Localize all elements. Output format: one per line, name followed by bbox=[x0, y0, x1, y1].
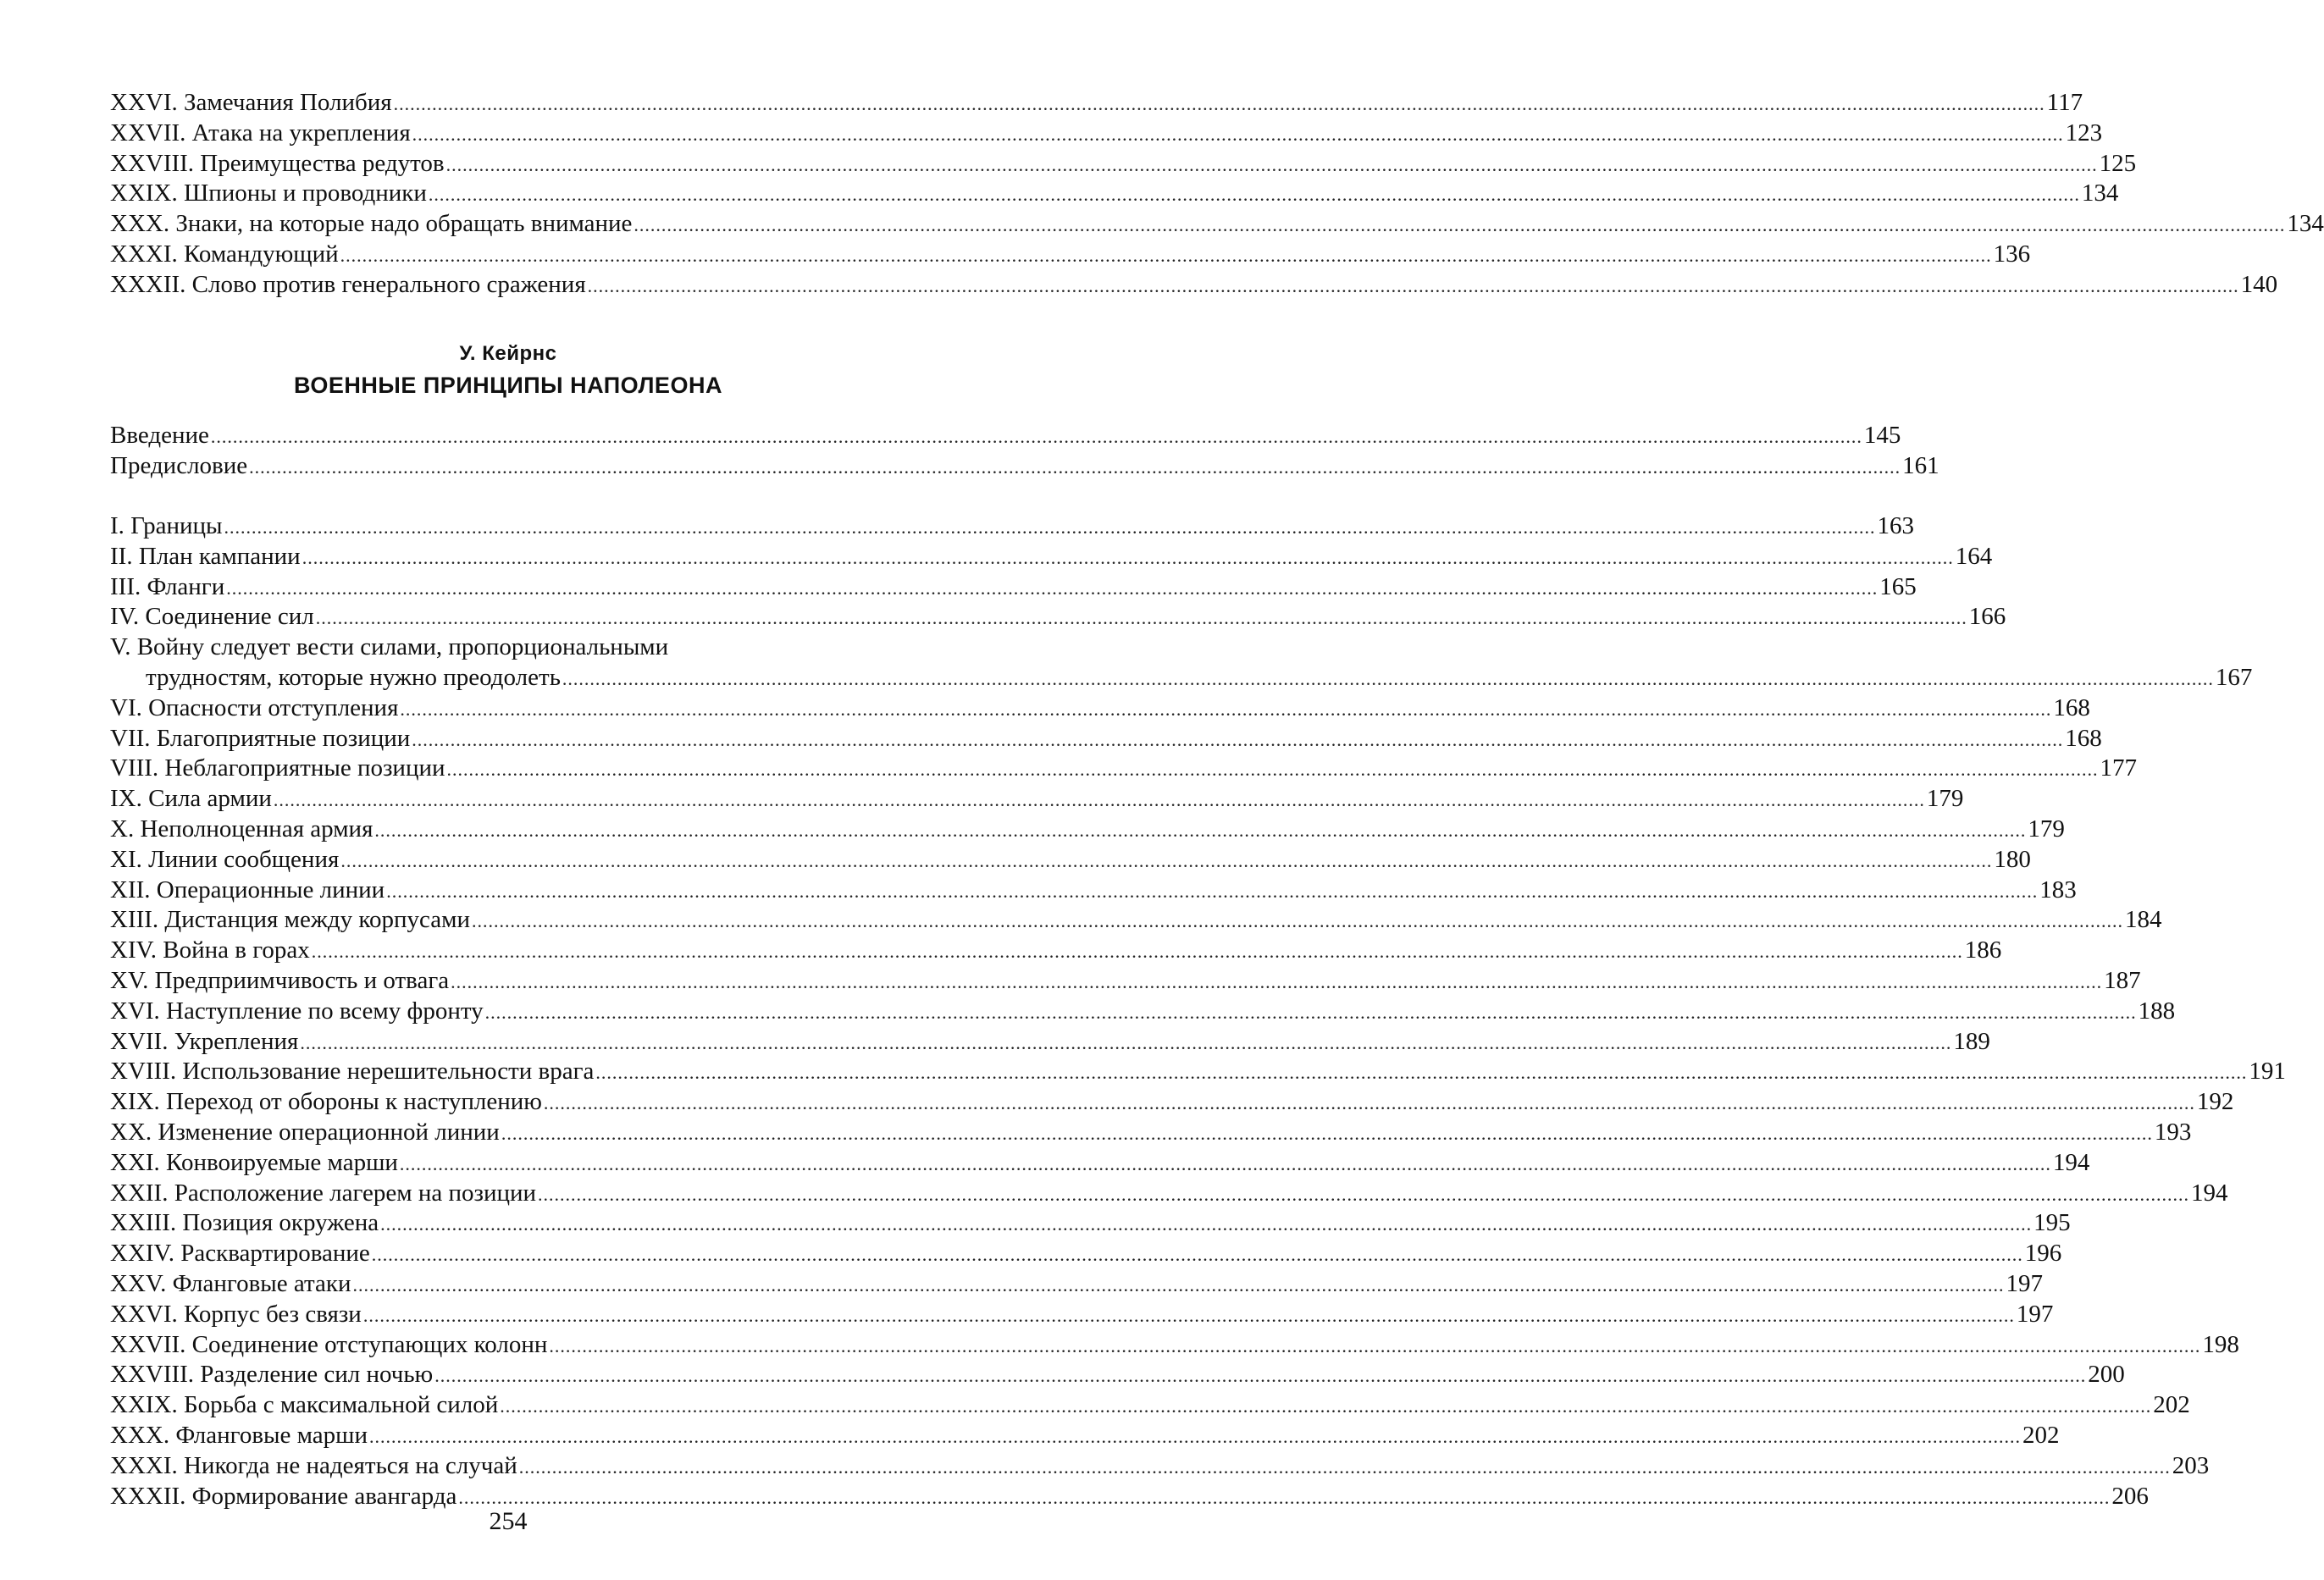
toc-entry bbox=[110, 421, 1901, 451]
toc-entry-title: XIV. Война в горах bbox=[110, 936, 310, 964]
toc-entry-page-number: 206 bbox=[2111, 1482, 2149, 1510]
toc-entry-page-number: 202 bbox=[2022, 1421, 2060, 1449]
toc-entry-title: XVII. Укрепления bbox=[110, 1027, 299, 1055]
toc-dot-leader: ............................................................................................................................................................................................................................................................................................................ bbox=[374, 819, 2027, 841]
toc-entry-title: XXXI. Командующий bbox=[110, 240, 339, 268]
toc-entry-title: XIX. Переход от обороны к наступлению bbox=[110, 1088, 542, 1116]
toc-dot-leader: ............................................................................................................................................................................................................................................................................................................ bbox=[210, 426, 1862, 447]
toc-entry-page-number: 165 bbox=[1879, 572, 1917, 600]
toc-entry-page-number: 168 bbox=[2053, 693, 2090, 721]
toc-dot-leader: ............................................................................................................................................................................................................................................................................................................ bbox=[340, 849, 1993, 871]
toc-dot-leader: ............................................................................................................................................................................................................................................................................................................ bbox=[369, 1425, 2022, 1447]
toc-entry-title: XXIX. Шпионы и проводники bbox=[110, 180, 427, 207]
toc-dot-leader: ............................................................................................................................................................................................................................................................................................................ bbox=[446, 759, 2099, 781]
toc-entry-page-number: 195 bbox=[2034, 1209, 2071, 1237]
toc-entry bbox=[110, 1027, 1990, 1058]
toc-dot-leader: ............................................................................................................................................................................................................................................................................................................ bbox=[472, 910, 2124, 932]
toc-entry-page-number: 125 bbox=[2099, 149, 2137, 177]
toc-entry-page-number: 197 bbox=[2016, 1300, 2054, 1328]
toc-dot-leader: ............................................................................................................................................................................................................................................................................................................ bbox=[562, 667, 2214, 689]
toc-entry bbox=[110, 451, 1939, 482]
toc-entry bbox=[110, 1179, 2228, 1209]
toc-entry-page-number: 167 bbox=[2215, 663, 2253, 691]
toc-dot-leader: ............................................................................................................................................................................................................................................................................................................ bbox=[300, 1031, 1952, 1053]
toc-dot-leader: ............................................................................................................................................................................................................................................................................................................ bbox=[434, 1365, 2087, 1387]
toc-entry bbox=[110, 1057, 2286, 1087]
toc-entry bbox=[110, 784, 1964, 815]
toc-entry-title: XXVIII. Разделение сил ночью bbox=[110, 1361, 434, 1389]
toc-entry bbox=[110, 966, 2141, 997]
toc-dot-leader: ............................................................................................................................................................................................................................................................................................................ bbox=[428, 184, 2080, 206]
toc-entry-title: Введение bbox=[110, 422, 209, 449]
toc-entry-page-number: 198 bbox=[2202, 1330, 2239, 1358]
toc-entry-title: II. План кампании bbox=[110, 542, 301, 570]
toc-entry-page-number: 140 bbox=[2240, 270, 2278, 298]
toc-entry-title: XXIV. Расквартирование bbox=[110, 1240, 370, 1268]
toc-entry bbox=[110, 602, 2006, 633]
toc-entry-title: трудностям, которые нужно преодолеть bbox=[146, 663, 561, 691]
toc-entry bbox=[110, 1269, 2044, 1300]
toc-entry bbox=[110, 1360, 2125, 1390]
section-author: У. Кейрнс bbox=[459, 342, 557, 365]
toc-dot-leader: ............................................................................................................................................................................................................................................................................................................ bbox=[587, 274, 2239, 296]
toc-dot-leader: ............................................................................................................................................................................................................................................................................................................ bbox=[249, 456, 1901, 478]
toc-entry-page-number: 187 bbox=[2104, 966, 2141, 994]
toc-entry-page-number: 123 bbox=[2065, 119, 2103, 146]
toc-entry bbox=[110, 88, 2083, 119]
toc-entry-title: XI. Линии сообщения bbox=[110, 845, 340, 873]
toc-entry-page-number: 200 bbox=[2088, 1361, 2125, 1389]
toc-entry-page-number: 193 bbox=[2154, 1118, 2192, 1146]
toc-entry-title: XXII. Расположение лагерем на позиции bbox=[110, 1179, 537, 1207]
toc-entry-page-number: 179 bbox=[2028, 815, 2065, 842]
toc-entry-title: IX. Сила армии bbox=[110, 785, 272, 813]
toc-entry bbox=[110, 1421, 2060, 1451]
toc-entry bbox=[110, 179, 2119, 209]
toc-entry-page-number: 180 bbox=[1994, 845, 2031, 873]
toc-entry-page-number: 189 bbox=[1953, 1027, 1990, 1055]
toc-entry-title: XXIX. Борьба с максимальной силой bbox=[110, 1391, 499, 1419]
toc-entry-title: XXI. Конвоируемые марши bbox=[110, 1148, 398, 1176]
toc-entry bbox=[110, 270, 2278, 301]
toc-dot-leader: ............................................................................................................................................................................................................................................................................................................ bbox=[399, 1152, 2051, 1174]
toc-entry bbox=[110, 1118, 2192, 1148]
toc-dot-leader: ............................................................................................................................................................................................................................................................................................................ bbox=[501, 1122, 2153, 1144]
toc-entry-title: IV. Соединение сил bbox=[110, 603, 314, 631]
toc-entry-title: XXXII. Формирование авангарда bbox=[110, 1482, 457, 1510]
toc-entry-title: VI. Опасности отступления bbox=[110, 693, 399, 721]
toc-entry-page-number: 188 bbox=[2138, 997, 2176, 1025]
toc-entry bbox=[110, 693, 2090, 724]
toc-entry bbox=[110, 1087, 2234, 1118]
toc-entry-title: XVIII. Использование нерешительности врага bbox=[110, 1058, 595, 1086]
toc-entry-title: XXXI. Никогда не надеяться на случай bbox=[110, 1451, 517, 1479]
toc-entry-page-number: 183 bbox=[2039, 876, 2077, 903]
toc-dot-leader: ............................................................................................................................................................................................................................................................................................................ bbox=[340, 244, 1992, 266]
toc-dot-leader: ............................................................................................................................................................................................................................................................................................................ bbox=[518, 1456, 2171, 1478]
toc-dot-leader: ............................................................................................................................................................................................................................................................................................................ bbox=[538, 1183, 2190, 1205]
toc-entry-title: XV. Предприимчивость и отвага bbox=[110, 966, 450, 994]
toc-dot-leader: ............................................................................................................................................................................................................................................................................................................ bbox=[412, 123, 2064, 145]
toc-entry-title: XXVII. Атака на укрепления bbox=[110, 119, 411, 146]
toc-dot-leader: ............................................................................................................................................................................................................................................................................................................ bbox=[634, 214, 2286, 236]
toc-dot-leader: ............................................................................................................................................................................................................................................................................................................ bbox=[273, 789, 1925, 811]
toc-entry-title: XXV. Фланговые атаки bbox=[110, 1269, 351, 1297]
toc-entry bbox=[110, 815, 2065, 845]
toc-dot-leader: ............................................................................................................................................................................................................................................................................................................ bbox=[224, 517, 1876, 538]
toc-dot-leader: ............................................................................................................................................................................................................................................................................................................ bbox=[362, 1304, 2015, 1326]
toc-dot-leader: ............................................................................................................................................................................................................................................................................................................ bbox=[400, 698, 2052, 720]
toc-entry bbox=[110, 209, 2324, 240]
toc-entry-page-number: 194 bbox=[2191, 1179, 2228, 1207]
toc-entry-title: XXVIII. Преимущества редутов bbox=[110, 149, 445, 177]
toc-dot-leader: ............................................................................................................................................................................................................................................................................................................ bbox=[386, 880, 2039, 902]
toc-entry bbox=[110, 1300, 2054, 1330]
toc-entry-title: V. Войну следует вести силами, пропорциональными bbox=[110, 633, 669, 661]
toc-entry-title: I. Границы bbox=[110, 512, 223, 539]
toc-entry-page-number: 203 bbox=[2172, 1451, 2210, 1479]
toc-entry bbox=[110, 1390, 2190, 1421]
toc-top-list bbox=[110, 88, 2324, 301]
section-title: ВОЕННЫЕ ПРИНЦИПЫ НАПОЛЕОНА bbox=[294, 373, 722, 398]
toc-entry bbox=[110, 997, 2176, 1027]
toc-entry bbox=[110, 754, 2138, 784]
toc-entry-page-number: 192 bbox=[2196, 1088, 2234, 1116]
toc-entry-page-number: 194 bbox=[2052, 1148, 2090, 1176]
toc-dot-leader: ............................................................................................................................................................................................................................................................................................................ bbox=[315, 607, 1967, 629]
toc-entry-page-number: 163 bbox=[1877, 512, 1915, 539]
toc-entry-page-number: 161 bbox=[1902, 451, 1939, 479]
toc-entry-title: XXVII. Соединение отступающих колонн bbox=[110, 1330, 548, 1358]
toc-dot-leader: ............................................................................................................................................................................................................................................................................................................ bbox=[549, 1334, 2201, 1356]
toc-entry-title: XXX. Знаки, на которые надо обращать внимание bbox=[110, 210, 633, 238]
toc-entry bbox=[110, 1239, 2062, 1269]
toc-entry-title: XXVI. Замечания Полибия bbox=[110, 89, 392, 116]
toc-entry-title: XXXII. Слово против генерального сражения bbox=[110, 270, 586, 298]
toc-entry-title: XXVI. Корпус без связи bbox=[110, 1300, 362, 1328]
toc-entry-page-number: 168 bbox=[2065, 724, 2102, 752]
toc-dot-leader: ............................................................................................................................................................................................................................................................................................................ bbox=[543, 1092, 2195, 1114]
toc-entry-page-number: 164 bbox=[1955, 542, 1993, 570]
toc-dot-leader: ............................................................................................................................................................................................................................................................................................................ bbox=[458, 1486, 2111, 1508]
toc-entry-page-number: 134 bbox=[2287, 210, 2324, 238]
toc-entry-page-number: 202 bbox=[2153, 1391, 2190, 1419]
toc-dot-leader: ............................................................................................................................................................................................................................................................................................................ bbox=[352, 1273, 2005, 1295]
toc-entry-title: XXX. Фланговые марши bbox=[110, 1421, 368, 1449]
toc-entry bbox=[110, 149, 2137, 180]
toc-entry bbox=[110, 1451, 2210, 1482]
toc-dot-leader: ............................................................................................................................................................................................................................................................................................................ bbox=[500, 1395, 2152, 1417]
toc-entry-title: XII. Операционные линии bbox=[110, 876, 385, 903]
toc-main-list bbox=[110, 511, 2286, 1511]
toc-entry-page-number: 166 bbox=[1968, 603, 2006, 631]
toc-entry-page-number: 134 bbox=[2081, 180, 2119, 207]
toc-dot-leader: ............................................................................................................................................................................................................................................................................................................ bbox=[412, 728, 2064, 750]
toc-entry bbox=[110, 724, 2102, 754]
toc-entry-page-number: 177 bbox=[2100, 754, 2138, 782]
toc-entry-title: XXIII. Позиция окружена bbox=[110, 1209, 379, 1237]
toc-entry-page-number: 196 bbox=[2024, 1240, 2062, 1268]
toc-dot-leader: ............................................................................................................................................................................................................................................................................................................ bbox=[445, 153, 2098, 175]
toc-dot-leader: ............................................................................................................................................................................................................................................................................................................ bbox=[311, 941, 1963, 963]
toc-entry bbox=[110, 905, 2162, 936]
toc-front-matter-list bbox=[110, 421, 1939, 482]
toc-dot-leader: ............................................................................................................................................................................................................................................................................................................ bbox=[302, 546, 1954, 568]
toc-entry bbox=[110, 240, 2031, 270]
toc-dot-leader: ............................................................................................................................................................................................................................................................................................................ bbox=[371, 1244, 2023, 1266]
toc-dot-leader: ............................................................................................................................................................................................................................................................................................................ bbox=[451, 970, 2103, 992]
toc-entry-title: VIII. Неблагоприятные позиции bbox=[110, 754, 445, 782]
toc-entry-title: Предисловие bbox=[110, 451, 248, 479]
toc-entry-title: X. Неполноценная армия bbox=[110, 815, 374, 842]
toc-entry bbox=[110, 542, 1993, 572]
toc-entry bbox=[110, 511, 1915, 542]
toc-entry bbox=[110, 119, 2103, 149]
toc-dot-leader: ............................................................................................................................................................................................................................................................................................................ bbox=[595, 1062, 2248, 1084]
toc-entry bbox=[110, 1330, 2239, 1361]
toc-entry bbox=[110, 845, 2031, 876]
page-number: 254 bbox=[489, 1507, 528, 1535]
toc-entry-title: XVI. Наступление по всему фронту bbox=[110, 997, 484, 1025]
toc-dot-leader: ............................................................................................................................................................................................................................................................................................................ bbox=[226, 577, 1879, 599]
toc-entry-page-number: 179 bbox=[1926, 785, 1964, 813]
toc-entry bbox=[110, 663, 2253, 693]
toc-dot-leader: ............................................................................................................................................................................................................................................................................................................ bbox=[393, 93, 2045, 114]
toc-entry bbox=[110, 1148, 2090, 1179]
toc-entry-page-number: 197 bbox=[2006, 1269, 2044, 1297]
toc-dot-leader: ............................................................................................................................................................................................................................................................................................................ bbox=[484, 1001, 2137, 1023]
toc-entry-page-number: 145 bbox=[1863, 422, 1901, 449]
toc-entry-title: XIII. Дистанция между корпусами bbox=[110, 906, 471, 934]
toc-entry-page-number: 136 bbox=[1993, 240, 2031, 268]
toc-entry bbox=[110, 1208, 2071, 1239]
toc-entry-page-number: 184 bbox=[2125, 906, 2162, 934]
toc-entry-title: XX. Изменение операционной линии bbox=[110, 1118, 500, 1146]
toc-entry-page-number: 191 bbox=[2249, 1058, 2286, 1086]
toc-entry-page-number: 117 bbox=[2046, 89, 2083, 116]
toc-entry bbox=[110, 633, 915, 663]
toc-entry bbox=[110, 936, 2002, 966]
toc-dot-leader: ............................................................................................................................................................................................................................................................................................................ bbox=[380, 1213, 2033, 1235]
toc-entry bbox=[110, 876, 2077, 906]
toc-entry bbox=[110, 572, 1917, 603]
toc-entry-title: III. Фланги bbox=[110, 572, 225, 600]
toc-entry-title: VII. Благоприятные позиции bbox=[110, 724, 411, 752]
toc-entry-page-number: 186 bbox=[1964, 936, 2002, 964]
